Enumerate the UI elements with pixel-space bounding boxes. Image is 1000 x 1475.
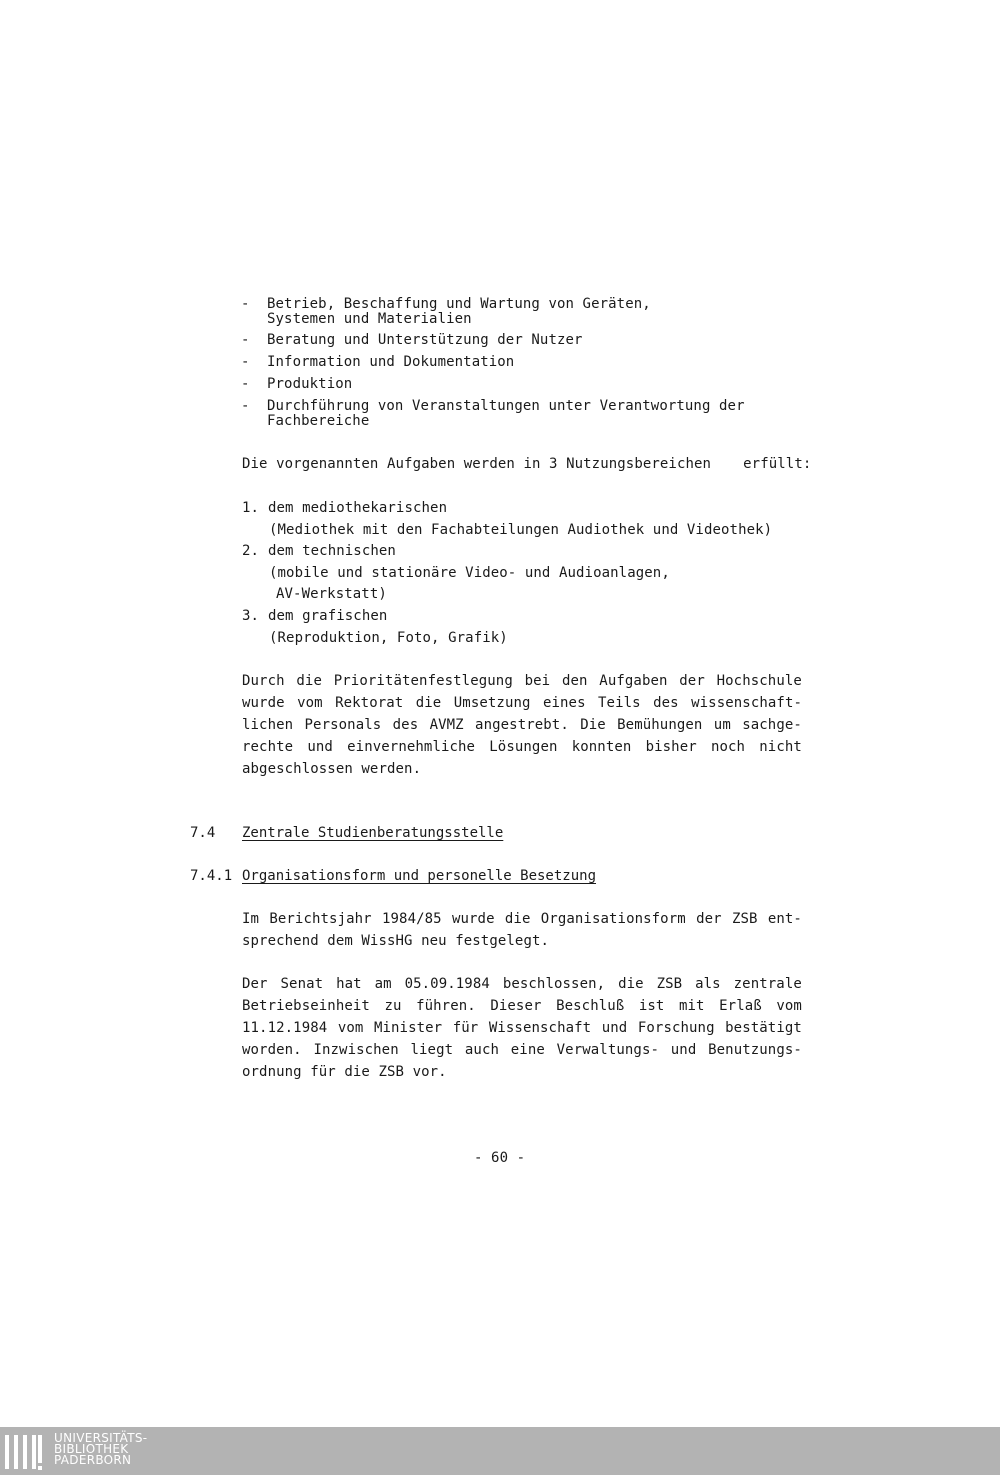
word: Teils (598, 695, 641, 711)
word: eine (510, 1042, 545, 1058)
word: die (296, 673, 322, 689)
library-name (54, 1433, 147, 1466)
word: Wissenschaft (488, 1020, 592, 1036)
word: die (618, 976, 644, 992)
word: ZSB (731, 911, 758, 927)
area-detail: (Mediothek mit den Fachabteilungen Audiothek und Videothek) (269, 522, 773, 538)
word: des (392, 717, 419, 733)
bullet-text: Produktion (267, 376, 353, 392)
word: vom (297, 695, 323, 711)
word: vom (337, 1020, 364, 1036)
bullet-text: Systemen und Materialien (267, 311, 472, 327)
word: bestätigt (725, 1020, 802, 1036)
organisation-paragraph (242, 908, 802, 952)
word: wurde (242, 695, 285, 711)
word: der (679, 673, 705, 689)
word: der (696, 911, 722, 927)
word: die (504, 911, 531, 927)
paragraph-line-last: abgeschlossen werden. (242, 761, 422, 777)
word: Prioritätenfestlegung (333, 673, 513, 689)
word: Lösungen (489, 739, 558, 755)
word: führen. (416, 998, 476, 1014)
word: Personals (304, 717, 382, 733)
library-name-line: BIBLIOTHEK (54, 1442, 129, 1456)
word: und (307, 739, 333, 755)
paragraph-line (242, 736, 802, 758)
paragraph-line (242, 714, 802, 736)
area-title: dem grafischen (268, 608, 388, 624)
bullet-text: Information und Dokumentation (267, 354, 515, 370)
area-title: dem technischen (268, 543, 396, 559)
paragraph-line (242, 1039, 802, 1061)
library-footer (0, 1427, 1000, 1475)
word: 05.09.1984 (404, 976, 490, 992)
word: Inzwischen (313, 1042, 399, 1058)
word: Hochschule (716, 673, 802, 689)
word: Berichtsjahr (269, 911, 372, 927)
intro-text: Die vorgenannten Aufgaben werden in 3 Nutzungsbereichen (242, 456, 712, 472)
bullet-text: Betrieb, Beschaffung und Wartung von Geräten, (267, 296, 651, 312)
bullet-dash: - (241, 376, 250, 392)
word: wissenschaft- (691, 695, 802, 711)
library-name-line: PADERBORN (54, 1453, 132, 1467)
area-detail: (mobile und stationäre Video- und Audioanlagen, (269, 565, 670, 581)
word: konnten (571, 739, 632, 755)
area-detail: (Reproduktion, Foto, Grafik) (269, 630, 508, 646)
word: Organisationsform (540, 911, 686, 927)
word: zentrale (733, 976, 802, 992)
word: auch (464, 1042, 500, 1058)
word: nicht (759, 739, 802, 755)
word: ent- (767, 911, 802, 927)
section-title: Organisationsform und personelle Besetzung (242, 868, 597, 884)
word: Benutzungs- (708, 1042, 802, 1058)
bullet-text: Fachbereiche (267, 413, 370, 429)
word: 11.12.1984 (242, 1020, 328, 1036)
paragraph-line-last: sprechend dem WissHG neu festgelegt. (242, 933, 550, 949)
area-title: dem mediothekarischen (268, 500, 448, 516)
word: wurde (451, 911, 495, 927)
area-number: 1. (242, 500, 260, 516)
word: die (415, 695, 442, 711)
word: Dieser (490, 998, 542, 1014)
paragraph-line (242, 1017, 802, 1039)
paragraph-line (242, 908, 802, 930)
paragraph-line-last: ordnung für die ZSB vor. (242, 1064, 447, 1080)
intro-text-end: erfüllt: (743, 456, 812, 472)
word: zu (384, 998, 402, 1014)
word: Erlaß (719, 998, 762, 1014)
word: Umsetzung (453, 695, 531, 711)
word: einvernehmliche (347, 739, 476, 755)
word: Rektorat (335, 695, 404, 711)
paragraph-line (242, 995, 802, 1017)
library-barcode-logo-icon (4, 1431, 44, 1475)
word: Betriebseinheit (242, 998, 370, 1014)
word: Durch (242, 673, 285, 689)
word: ist (638, 998, 665, 1014)
word: vom (776, 998, 802, 1014)
word: 1984/85 (381, 911, 442, 927)
section-number: 7.4.1 (190, 868, 233, 884)
word: Aufgaben (599, 673, 668, 689)
area-detail: AV-Werkstatt) (276, 586, 387, 602)
word: hat (336, 976, 362, 992)
library-name-line: UNIVERSITÄTS- (54, 1431, 148, 1445)
word: als (695, 976, 721, 992)
word: Verwaltungs- (556, 1042, 660, 1058)
word: eines (542, 695, 586, 711)
word: um (713, 717, 731, 733)
bullet-dash: - (241, 332, 250, 348)
page-number: - 60 - (474, 1150, 526, 1166)
areas-intro (242, 453, 812, 475)
bullet-dash: - (241, 398, 250, 414)
word: rechte (242, 739, 294, 755)
bullet-text: Durchführung von Veranstaltungen unter Verantwortung der (267, 398, 745, 414)
word: ZSB (656, 976, 683, 992)
word: angestrebt. (475, 717, 569, 733)
word: und (670, 1042, 697, 1058)
word: Die (580, 717, 606, 733)
word: Bemühungen (617, 717, 703, 733)
word: Der (242, 976, 268, 992)
word: lichen (242, 717, 294, 733)
bullet-dash: - (241, 296, 250, 312)
word: Minister (373, 1020, 443, 1036)
word: noch (710, 739, 746, 755)
bullet-dash: - (241, 354, 250, 370)
word: mit (679, 998, 705, 1014)
word: Im (242, 911, 260, 927)
paragraph-line (242, 973, 802, 995)
paragraph-line (242, 670, 802, 692)
section-number: 7.4 (190, 825, 216, 841)
word: und (601, 1020, 628, 1036)
word: Forschung (637, 1020, 715, 1036)
word: worden. (242, 1042, 302, 1058)
word: für (452, 1020, 479, 1036)
word: liegt (410, 1042, 454, 1058)
word: sachge- (742, 717, 802, 733)
priority-paragraph (242, 670, 802, 780)
word: AVMZ (429, 717, 464, 733)
word: bei (524, 673, 551, 689)
word: beschlossen, (502, 976, 606, 992)
bullet-text: Beratung und Unterstützung der Nutzer (267, 332, 583, 348)
word: den (561, 673, 588, 689)
area-number: 3. (242, 608, 260, 624)
word: des (653, 695, 679, 711)
word: Senat (280, 976, 324, 992)
section-title: Zentrale Studienberatungsstelle (242, 825, 504, 841)
word: am (374, 976, 392, 992)
paragraph-line (242, 692, 802, 714)
senate-paragraph (242, 973, 802, 1083)
word: bisher (645, 739, 697, 755)
word: Beschluß (556, 998, 625, 1014)
area-number: 2. (242, 543, 260, 559)
